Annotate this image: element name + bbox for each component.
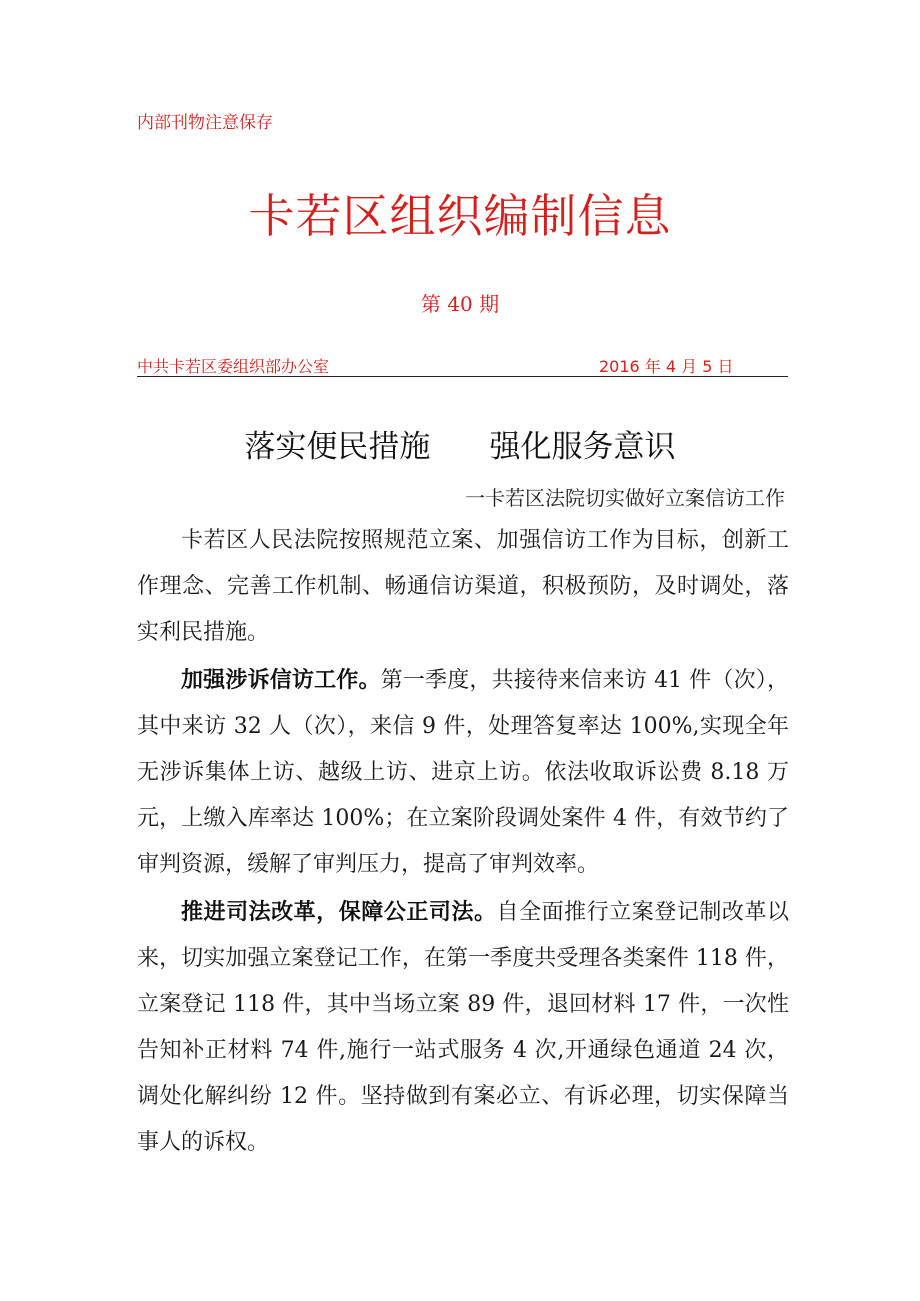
issuer-name: 中共卡若区委组织部办公室: [137, 357, 330, 376]
section-2-lead: 推进司法改革，保障公正司法。: [181, 900, 497, 925]
article-headline: 落实便民措施 强化服务意识: [244, 429, 676, 465]
issuer-row: [137, 354, 787, 378]
issue-number: 第 40 期: [420, 292, 500, 316]
section-1-text: 第一季度，共接待来信来访 41 件（次），其中来访 32 人（次），来信 9 件，处理答复率达 100%,实现全年无涉诉集体上访、越级上访、进京上访。依法收取诉讼费 8.18 万元，上缴入库率达 100%；在立案阶段调处案件 4 件，有效节约了审判资源，缓解了审判压力，提高了审判效率。: [137, 668, 789, 877]
section-1-lead: 加强涉诉信访工作。: [181, 668, 381, 693]
section-paragraph-1: [137, 658, 789, 888]
article-body: [137, 518, 789, 1166]
intro-paragraph: 卡若区人民法院按照规范立案、加强信访工作为目标，创新工作理念、完善工作机制、畅通信访渠道，积极预防，及时调处，落实利民措施。: [137, 528, 789, 645]
masthead-title: 卡若区组织编制信息: [248, 189, 672, 243]
article-subtitle: 一卡若区法院切实做好立案信访工作: [465, 486, 785, 510]
internal-notice: 内部刊物注意保存: [137, 113, 273, 133]
header-divider: [137, 376, 788, 377]
issue-date: 2016 年 4 月 5 日: [599, 357, 734, 376]
section-2-text: 自全面推行立案登记制改革以来，切实加强立案登记工作，在第一季度共受理各类案件 118 件，立案登记 118 件，其中当场立案 89 件，退回材料 17 件，一次性告知补正材料 74 件,施行一站式服务 4 次,开通绿色通道 24 次，调处化解纠纷 12 件。坚持做到有案必立、有诉必理，切实保障当事人的诉权。: [137, 900, 789, 1155]
section-paragraph-2: [137, 890, 789, 1166]
